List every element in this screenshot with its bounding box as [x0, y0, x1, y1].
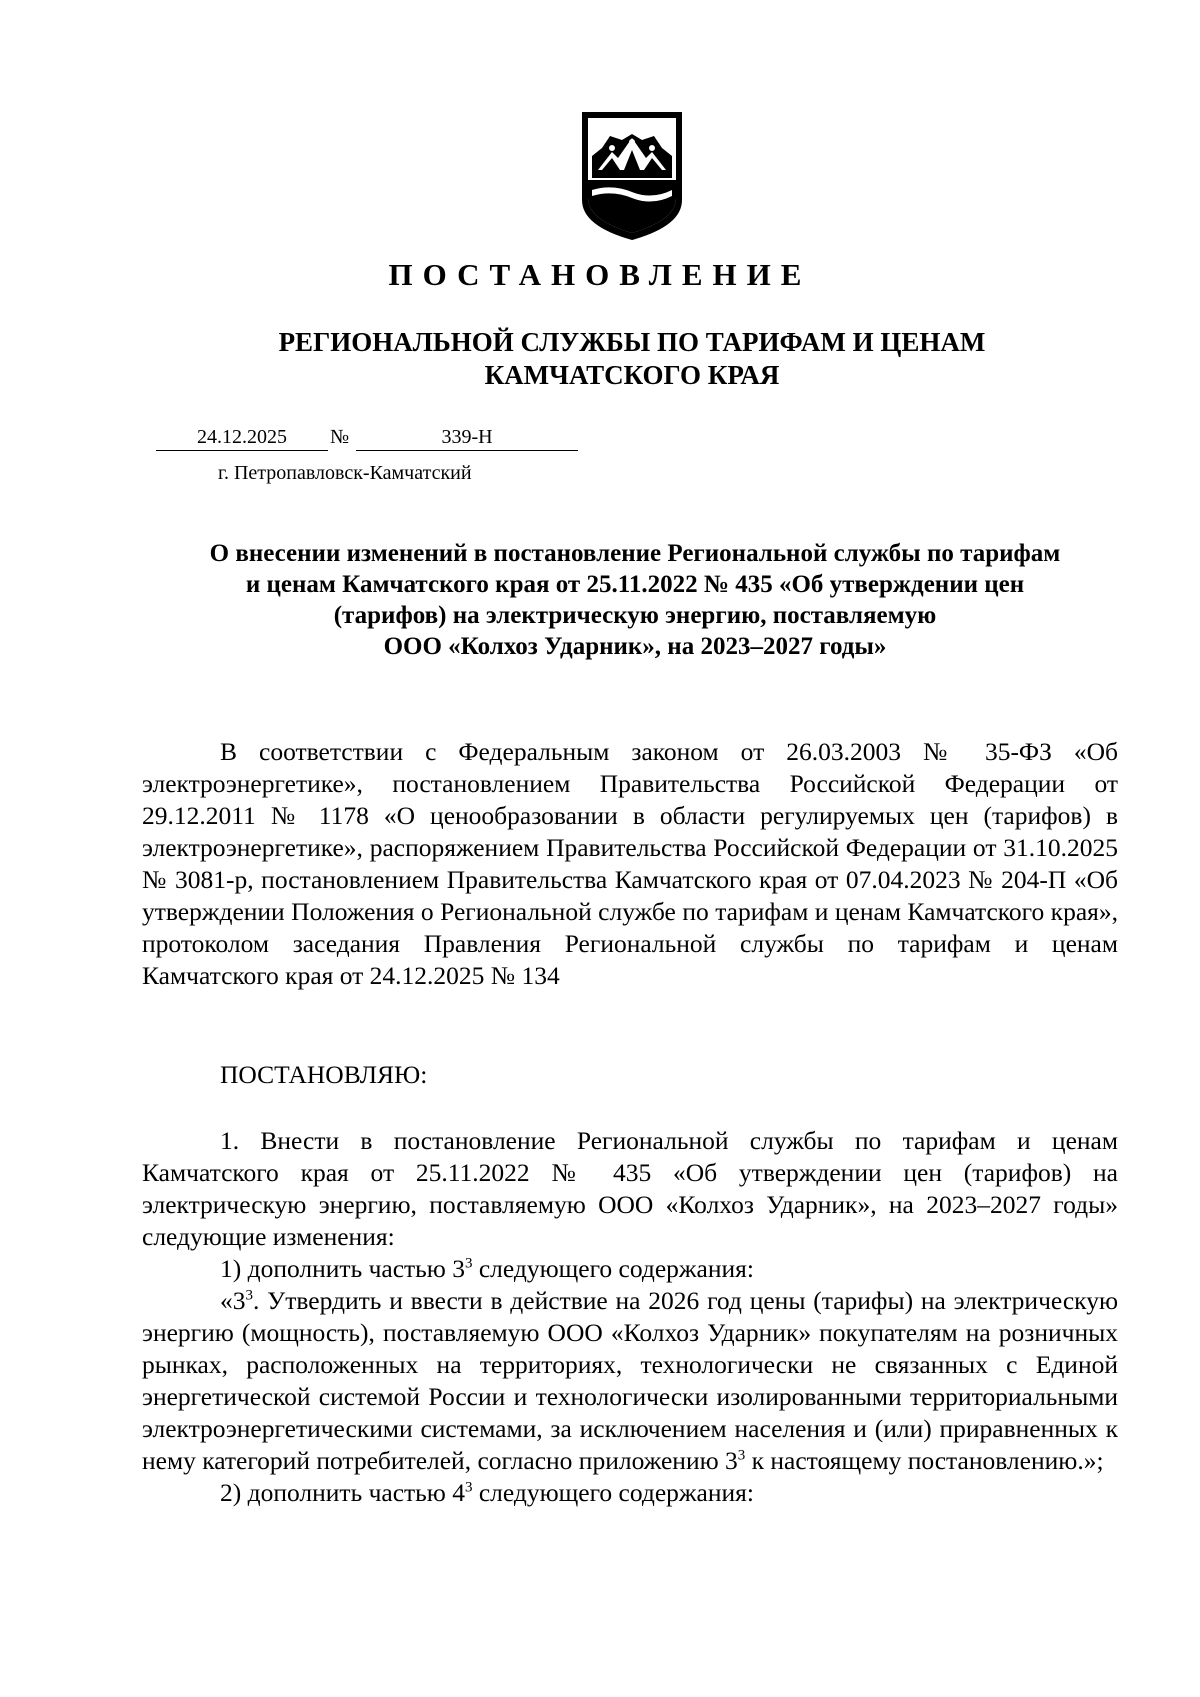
sub-item-1-suffix: следующего содержания: — [472, 1254, 754, 1283]
quote-text: . Утвердить и ввести в действие на 2026 год цены (тарифы) на электрическую энергию (мощность), поставляемую ООО «Колхоз Ударник» покупателям на розничных рынках, расположенных на территориях, технологически не связанных с Единой энергетической системой России и технологически изолированными территориальными электроэнергетическими системами, за исключением населения и (или) приравненных к нему категорий потребителей, согласно приложению 3 — [142, 1286, 1118, 1475]
amendments-section — [142, 1125, 1118, 1509]
document-date: 24.12.2025 — [156, 426, 328, 451]
city-name: г. Петропавловск-Камчатский — [218, 462, 472, 484]
sub-item-1 — [142, 1253, 1118, 1285]
decree-word: ПОСТАНОВЛЯЮ: — [220, 1060, 428, 1089]
sub-item-1-text: 1) дополнить частью 3 — [220, 1254, 465, 1283]
subject-line: О внесении изменений в постановление Региональной службы по тарифам — [209, 540, 1061, 567]
preamble-section — [142, 736, 1118, 992]
preamble-paragraph: В соответствии с Федеральным законом от 26.03.2003 № 35-ФЗ «Об электроэнергетике», постановлением Правительства Российской Федерации от 29.12.2011 № 1178 «О ценообразовании в области регулируемых цен (тарифов) в электроэнергетике», распоряжением Правительства Российской Федерации от 31.10.2025 № 3081-р, постановлением Правительства Камчатского края от 07.04.2023 № 204-П «Об утверждении Положения о Региональной службе по тарифам и ценам Камчатского края», протоколом заседания Правления Региональной службы по тарифам и ценам Камчатского края от 24.12.2025 № 134 — [142, 737, 1118, 990]
agency-name-line: КАМЧАТСКОГО КРАЯ — [484, 360, 780, 390]
superscript: 3 — [464, 1479, 473, 1496]
superscript: 3 — [464, 1255, 473, 1272]
agency-name — [0, 326, 1200, 392]
decree-section — [142, 1059, 1118, 1091]
registration-line — [150, 426, 580, 456]
document-subject — [140, 538, 1130, 662]
subject-line: и ценам Камчатского края от 25.11.2022 № 435 «Об утверждении цен — [245, 571, 1025, 598]
kamchatka-coat-of-arms-icon — [578, 108, 686, 244]
superscript: 3 — [737, 1447, 746, 1464]
document-number: 339-Н — [356, 426, 578, 451]
document-type-heading: ПОСТАНОВЛЕНИЕ — [388, 257, 812, 292]
subject-line: ООО «Колхоз Ударник», на 2023–2027 годы» — [383, 633, 887, 660]
superscript: 3 — [245, 1287, 253, 1304]
agency-name-line: РЕГИОНАЛЬНОЙ СЛУЖБЫ ПО ТАРИФАМ И ЦЕНАМ — [278, 327, 986, 357]
item-1-paragraph: 1. Внести в постановление Региональной службы по тарифам и ценам Камчатского края от 25.11.2022 № 435 «Об утверждении цен (тарифов) на электрическую энергию, поставляемую ООО «Колхоз Ударник», на 2023–2027 годы» следующие изменения: — [142, 1126, 1118, 1251]
sub-item-2-text: 2) дополнить частью 4 — [220, 1478, 465, 1507]
number-label: № — [330, 426, 350, 448]
quote-end: к настоящему постановлению.»; — [745, 1446, 1104, 1475]
sub-item-2 — [142, 1477, 1118, 1509]
sub-item-2-suffix: следующего содержания: — [472, 1478, 754, 1507]
quote-prefix: «3 — [220, 1286, 246, 1315]
subject-line: (тарифов) на электрическую энергию, поставляемую — [333, 602, 937, 629]
quoted-part-3-3 — [142, 1285, 1118, 1477]
